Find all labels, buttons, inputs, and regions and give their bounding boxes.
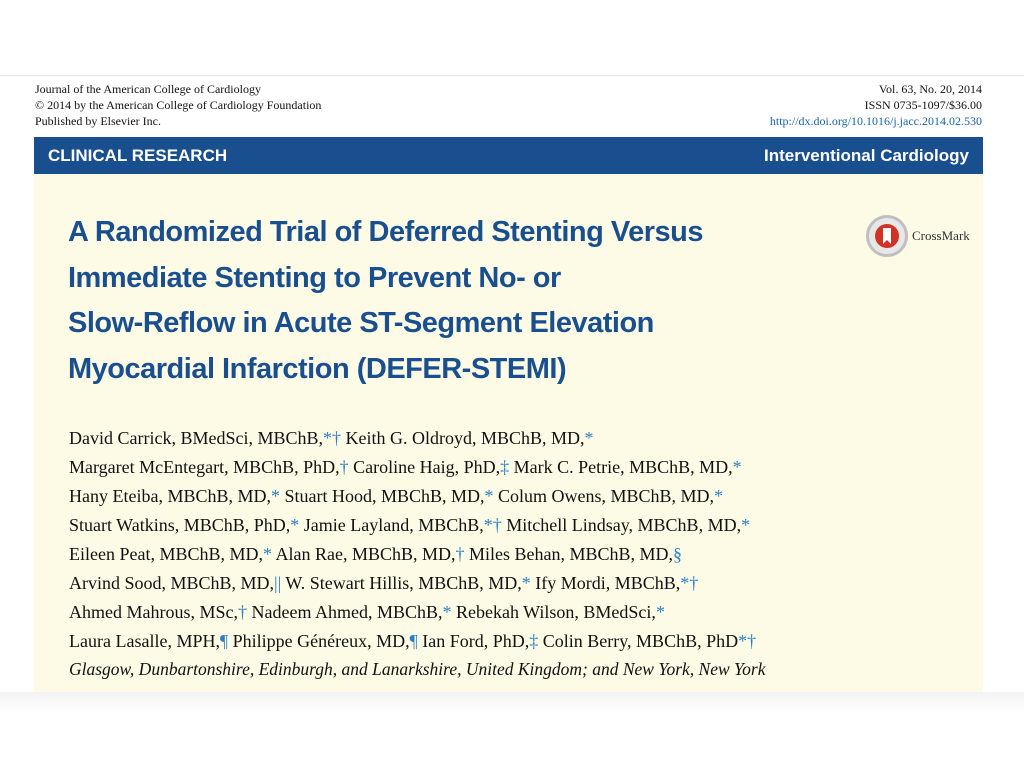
section-band bbox=[34, 137, 983, 174]
author-text: Margaret McEntegart, MBChB, PhD, bbox=[69, 457, 340, 477]
journal-name: Journal of the American College of Cardiology bbox=[35, 82, 261, 96]
affiliation-mark: * bbox=[584, 428, 594, 448]
author-text: Miles Behan, MBChB, MD, bbox=[464, 544, 674, 564]
title-line: Immediate Stenting to Prevent No- or bbox=[68, 261, 561, 294]
author-text: Colum Owens, MBChB, MD, bbox=[493, 486, 715, 506]
author-text: David Carrick, BMedSci, MBChB, bbox=[69, 428, 323, 448]
author-line bbox=[69, 540, 969, 569]
crossmark-icon bbox=[866, 215, 908, 257]
affiliation-mark: *† bbox=[483, 515, 502, 535]
author-text: Eileen Peat, MBChB, MD, bbox=[69, 544, 263, 564]
affiliation-mark: *† bbox=[680, 573, 699, 593]
affiliation-mark: ‡ bbox=[529, 631, 539, 651]
crossmark-badge[interactable] bbox=[866, 215, 986, 259]
affiliation-mark: § bbox=[673, 544, 683, 564]
title-line: A Randomized Trial of Deferred Stenting Versus bbox=[68, 216, 704, 248]
subsection-label: Interventional Cardiology bbox=[764, 146, 969, 165]
affiliation-mark: ‡ bbox=[500, 457, 510, 477]
affiliation-mark: * bbox=[442, 602, 452, 622]
affiliation-mark: * bbox=[271, 486, 280, 506]
title-line: Myocardial Infarction (DEFER-STEMI) bbox=[68, 352, 567, 385]
affiliation-locations: Glasgow, Dunbartonshire, Edinburgh, and Lanarkshire, United Kingdom; and New York, New York bbox=[69, 659, 766, 679]
author-text: Nadeem Ahmed, MBChB, bbox=[247, 602, 443, 622]
author-line bbox=[69, 424, 969, 453]
affiliation-mark: ¶ bbox=[409, 631, 418, 651]
author-text: Jamie Layland, MBChB, bbox=[299, 515, 484, 535]
author-text: Laura Lasalle, MPH, bbox=[69, 631, 220, 651]
affiliation-mark: * bbox=[484, 486, 494, 506]
doi-link[interactable]: http://dx.doi.org/10.1016/j.jacc.2014.02.530 bbox=[769, 114, 982, 128]
author-text: Alan Rae, MBChB, MD, bbox=[272, 544, 456, 564]
author-text: Ahmed Mahrous, MSc, bbox=[69, 602, 238, 622]
copyright: © 2014 by the American College of Cardiology Foundation bbox=[35, 98, 322, 112]
affiliation-mark: ¶ bbox=[219, 631, 229, 651]
author-text: Caroline Haig, PhD, bbox=[348, 457, 501, 477]
author-text: Ify Mordi, MBChB, bbox=[530, 573, 681, 593]
affiliation-mark: || bbox=[274, 573, 282, 593]
affiliation-mark: * bbox=[263, 544, 272, 564]
author-text: Mitchell Lindsay, MBChB, MD, bbox=[501, 515, 742, 535]
affiliation-mark: * bbox=[290, 515, 300, 535]
affiliation-mark: * bbox=[741, 515, 751, 535]
author-line bbox=[69, 453, 969, 482]
affiliation-mark: * bbox=[714, 486, 724, 506]
affiliation-mark: † bbox=[455, 544, 465, 564]
author-text: Colin Berry, MBChB, PhD bbox=[538, 631, 739, 651]
author-text: Stuart Watkins, MBChB, PhD, bbox=[69, 515, 291, 535]
section-label: CLINICAL RESEARCH bbox=[48, 146, 228, 165]
affiliation-mark: * bbox=[655, 602, 665, 622]
affiliation-mark: † bbox=[339, 457, 349, 477]
affiliation-mark: † bbox=[238, 602, 247, 622]
bottom-margin bbox=[0, 692, 1024, 768]
author-text: Arvind Sood, MBChB, MD, bbox=[69, 573, 275, 593]
title-line: Slow-Reflow in Acute ST-Segment Elevation bbox=[68, 307, 654, 339]
affiliation-mark: * bbox=[521, 573, 531, 593]
author-line bbox=[69, 511, 969, 540]
author-text: Hany Eteiba, MBChB, MD, bbox=[69, 486, 271, 506]
volume-info: Vol. 63, No. 20, 2014 bbox=[878, 82, 982, 96]
author-line bbox=[69, 598, 969, 627]
author-text: W. Stewart Hillis, MBChB, MD, bbox=[281, 573, 522, 593]
author-text: Stuart Hood, MBChB, MD, bbox=[280, 486, 485, 506]
author-text: Philippe Généreux, MD, bbox=[228, 631, 410, 651]
author-text: Keith G. Oldroyd, MBChB, MD, bbox=[341, 428, 585, 448]
affiliation-mark: *† bbox=[323, 428, 341, 448]
affiliation-mark: * bbox=[732, 457, 742, 477]
issn: ISSN 0735-1097/$36.00 bbox=[864, 98, 982, 112]
top-divider bbox=[0, 75, 1024, 76]
author-line bbox=[69, 482, 969, 511]
affiliation-mark: *† bbox=[738, 631, 757, 651]
article-title bbox=[68, 210, 828, 392]
author-text: Rebekah Wilson, BMedSci, bbox=[451, 602, 656, 622]
author-text: Mark C. Petrie, MBChB, MD, bbox=[509, 457, 733, 477]
crossmark-label: CrossMark bbox=[912, 228, 970, 243]
author-line bbox=[69, 627, 969, 656]
author-list bbox=[69, 424, 969, 656]
author-line bbox=[69, 569, 969, 598]
publisher: Published by Elsevier Inc. bbox=[35, 114, 161, 128]
journal-info bbox=[35, 81, 321, 129]
issue-info bbox=[770, 81, 982, 129]
author-text: Ian Ford, PhD, bbox=[417, 631, 530, 651]
